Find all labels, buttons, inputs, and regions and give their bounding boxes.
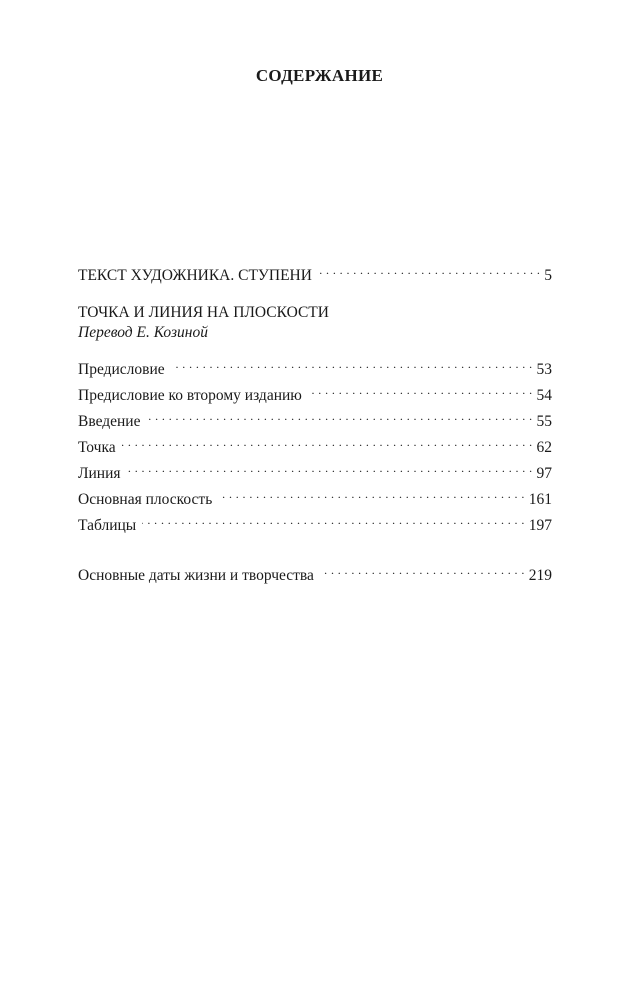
toc-entry-page: 5 (544, 267, 552, 284)
toc-entry-label: Основная плоскость (78, 491, 213, 508)
dot-leader (218, 484, 524, 504)
toc-entry-label: Точка (78, 439, 116, 456)
toc-entry-label: Предисловие (78, 361, 165, 378)
toc-entry-page: 219 (528, 567, 552, 584)
toc-entry-page: 197 (528, 517, 552, 534)
dot-leader (142, 510, 525, 530)
dot-leader (171, 354, 533, 374)
dot-leader (320, 560, 525, 580)
toc-entry-page: 53 (536, 361, 552, 378)
dot-leader (122, 432, 533, 452)
toc-entry-preface[interactable] (78, 354, 552, 380)
section-translator: Перевод Е. Козиной (78, 324, 208, 341)
toc-entry-label: Таблицы (78, 517, 137, 534)
toc-entry-page: 55 (536, 413, 552, 430)
dot-leader (318, 260, 540, 280)
toc-entry-page: 161 (528, 491, 552, 508)
toc-entry-artist-text[interactable] (78, 260, 552, 286)
toc-entry-label: Основные даты жизни и творчества (78, 567, 314, 584)
toc-entry-line[interactable] (78, 458, 552, 484)
toc-entry-page: 62 (536, 439, 552, 456)
dot-leader (127, 458, 533, 478)
toc-entry-label: Введение (78, 413, 141, 430)
section-heading: ТОЧКА И ЛИНИЯ НА ПЛОСКОСТИ (78, 304, 329, 321)
toc-entry-label: Линия (78, 465, 121, 482)
toc-entry-introduction[interactable] (78, 406, 552, 432)
toc-entry-point[interactable] (78, 432, 552, 458)
toc-entry-page: 54 (536, 387, 552, 404)
toc-entry-page: 97 (536, 465, 552, 482)
toc-entry-basic-plane[interactable] (78, 484, 552, 510)
toc-entry-key-dates[interactable] (78, 560, 552, 586)
toc-entry-preface-second-edition[interactable] (78, 380, 552, 406)
dot-leader (308, 380, 533, 400)
dot-leader (146, 406, 532, 426)
toc-entry-tables[interactable] (78, 510, 552, 536)
page-title: СОДЕРЖАНИЕ (255, 66, 384, 85)
toc-entry-label: Предисловие ко второму изданию (78, 387, 302, 404)
toc-entry-label: ТЕКСТ ХУДОЖНИКА. СТУПЕНИ (78, 267, 312, 284)
